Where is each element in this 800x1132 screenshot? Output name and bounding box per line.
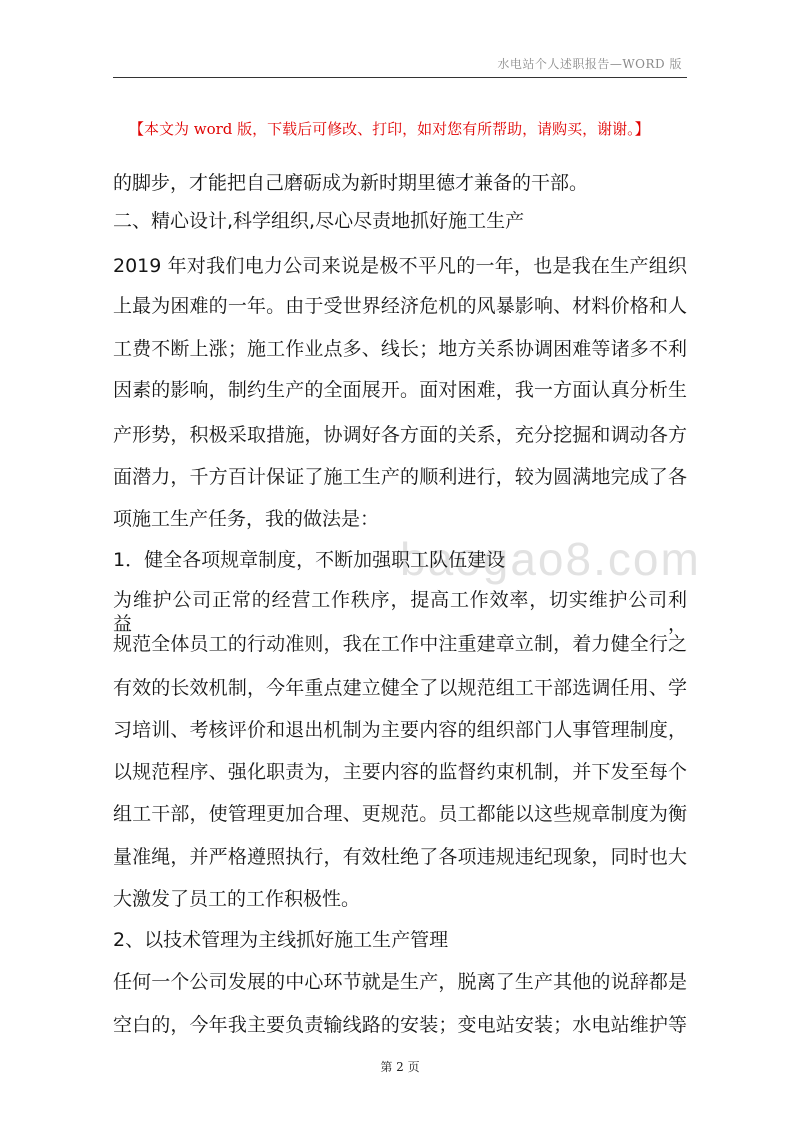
body-text-line: 大激发了员工的工作积极性。 — [113, 888, 361, 910]
body-text-line: 有效的长效机制，今年重点建立健全了以规范组工干部选调任用、学 — [113, 677, 687, 699]
body-text-line: 面潜力，千方百计保证了施工生产的顺利进行，较为圆满地完成了各 — [113, 466, 687, 488]
page-header-title: 水电站个人述职报告—WORD 版 — [497, 57, 682, 71]
body-text-line: 习培训、考核评价和退出机制为主要内容的组织部门人事管理制度， — [113, 719, 687, 741]
body-text-line: 空白的，今年我主要负责输线路的安装；变电站安装；水电站维护等 — [113, 1014, 687, 1036]
body-text-line: 产形势，积极采取措施，协调好各方面的关系，充分挖掘和调动各方 — [113, 424, 687, 446]
body-text-line: 任何一个公司发展的中心环节就是生产，脱离了生产其他的说辞都是 — [113, 971, 687, 993]
header-rule — [113, 77, 687, 78]
subsection-heading: 1．健全各项规章制度，不断加强职工队伍建设 — [113, 549, 506, 571]
section-heading: 二、精心设计,科学组织,尽心尽责地抓好施工生产 — [113, 210, 525, 232]
subsection-heading: 2、以技术管理为主线抓好施工生产管理 — [113, 929, 449, 951]
body-text-line: 组工干部，使管理更加合理、更规范。员工都能以这些规章制度为衡 — [113, 803, 687, 825]
watermark: baogao8.com — [400, 533, 701, 585]
body-text-line: 因素的影响，制约生产的全面展开。面对困难，我一方面认真分析生 — [113, 379, 687, 401]
body-text-line: 项施工生产任务，我的做法是： — [113, 508, 380, 530]
body-text-line: 2019 年对我们电力公司来说是极不平凡的一年，也是我在生产组织 — [113, 255, 687, 277]
body-text-line: 规范全体员工的行动准则，我在工作中注重建章立制，着力健全行之 — [113, 633, 687, 655]
body-text-line: 以规范程序、强化职责为，主要内容的监督约束机制，并下发至每个 — [113, 761, 687, 783]
download-notice: 【本文为 word 版，下载后可修改、打印，如对您有所帮助，请购买，谢谢。】 — [129, 120, 650, 138]
body-text-line: 上最为困难的一年。由于受世界经济危机的风暴影响、材料价格和人 — [113, 295, 687, 317]
page-number: 第 2 页 — [380, 1060, 420, 1074]
body-text-line: 的脚步，才能把自己磨砺成为新时期里德才兼备的干部。 — [113, 172, 589, 194]
body-text-line: 为维护公司正常的经营工作秩序，提高工作效率，切实维护公司利益， — [113, 589, 687, 635]
body-text-line: 工费不断上涨；施工作业点多、线长；地方关系协调困难等诸多不利 — [113, 338, 687, 360]
body-text-line: 量准绳，并严格遵照执行，有效杜绝了各项违规违纪现象，同时也大 — [113, 846, 687, 868]
